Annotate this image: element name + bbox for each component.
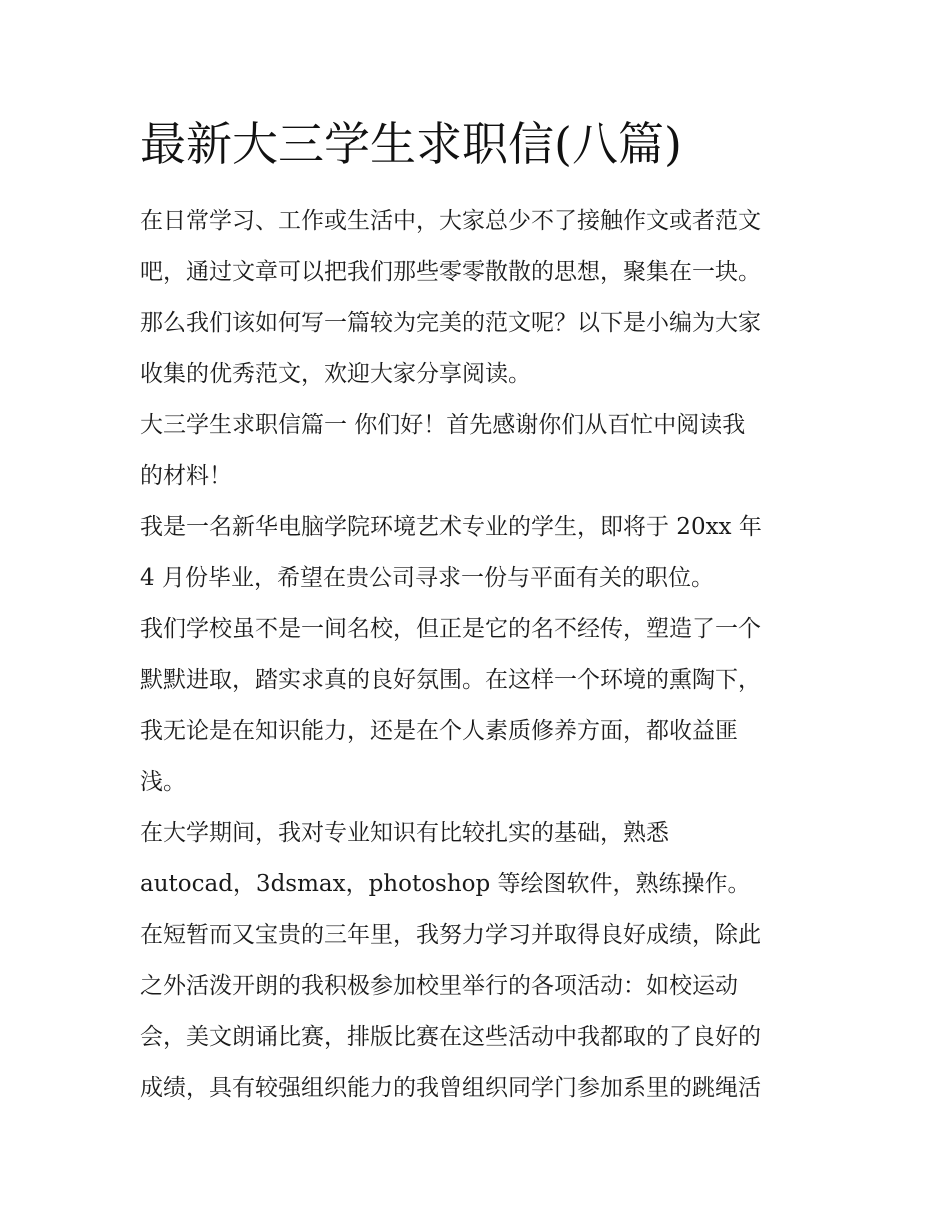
text-line: 我无论是在知识能力，还是在个人素质修养方面，都收益匪 <box>140 718 738 744</box>
text-line: 收集的优秀范文，欢迎大家分享阅读。 <box>140 361 531 387</box>
text-line: 在日常学习、工作或生活中，大家总少不了接触作文或者范文 <box>140 208 761 234</box>
document-body <box>140 196 820 1114</box>
text-line: 的材料！ <box>140 463 232 489</box>
text-line: 我是一名新华电脑学院环境艺术专业的学生，即将于 20xx 年 <box>140 514 762 540</box>
document-title: 最新大三学生求职信(八篇) <box>140 117 682 171</box>
text-line: 会，美文朗诵比赛，排版比赛在这些活动中我都取的了良好的 <box>140 1024 761 1050</box>
text-line: 之外活泼开朗的我积极参加校里举行的各项活动：如校运动 <box>140 973 738 999</box>
text-line: 浅。 <box>140 769 186 795</box>
text-line: 大三学生求职信篇一 你们好！首先感谢你们从百忙中阅读我 <box>140 412 746 438</box>
text-line: 我们学校虽不是一间名校，但正是它的名不经传，塑造了一个 <box>140 616 761 642</box>
text-line: 吧，通过文章可以把我们那些零零散散的思想，聚集在一块。 <box>140 259 761 285</box>
text-line: 4 月份毕业，希望在贵公司寻求一份与平面有关的职位。 <box>140 565 714 591</box>
text-line: 成绩，具有较强组织能力的我曾组织同学门参加系里的跳绳活 <box>140 1075 761 1101</box>
text-line: 那么我们该如何写一篇较为完美的范文呢？以下是小编为大家 <box>140 310 761 336</box>
text-line: 默默进取，踏实求真的良好氛围。在这样一个环境的熏陶下， <box>140 667 761 693</box>
text-line: 在大学期间，我对专业知识有比较扎实的基础，熟悉 <box>140 820 669 846</box>
text-line: 在短暂而又宝贵的三年里，我努力学习并取得良好成绩，除此 <box>140 922 761 948</box>
text-line: autocad，3dsmax，photoshop 等绘图软件，熟练操作。 <box>140 871 751 897</box>
